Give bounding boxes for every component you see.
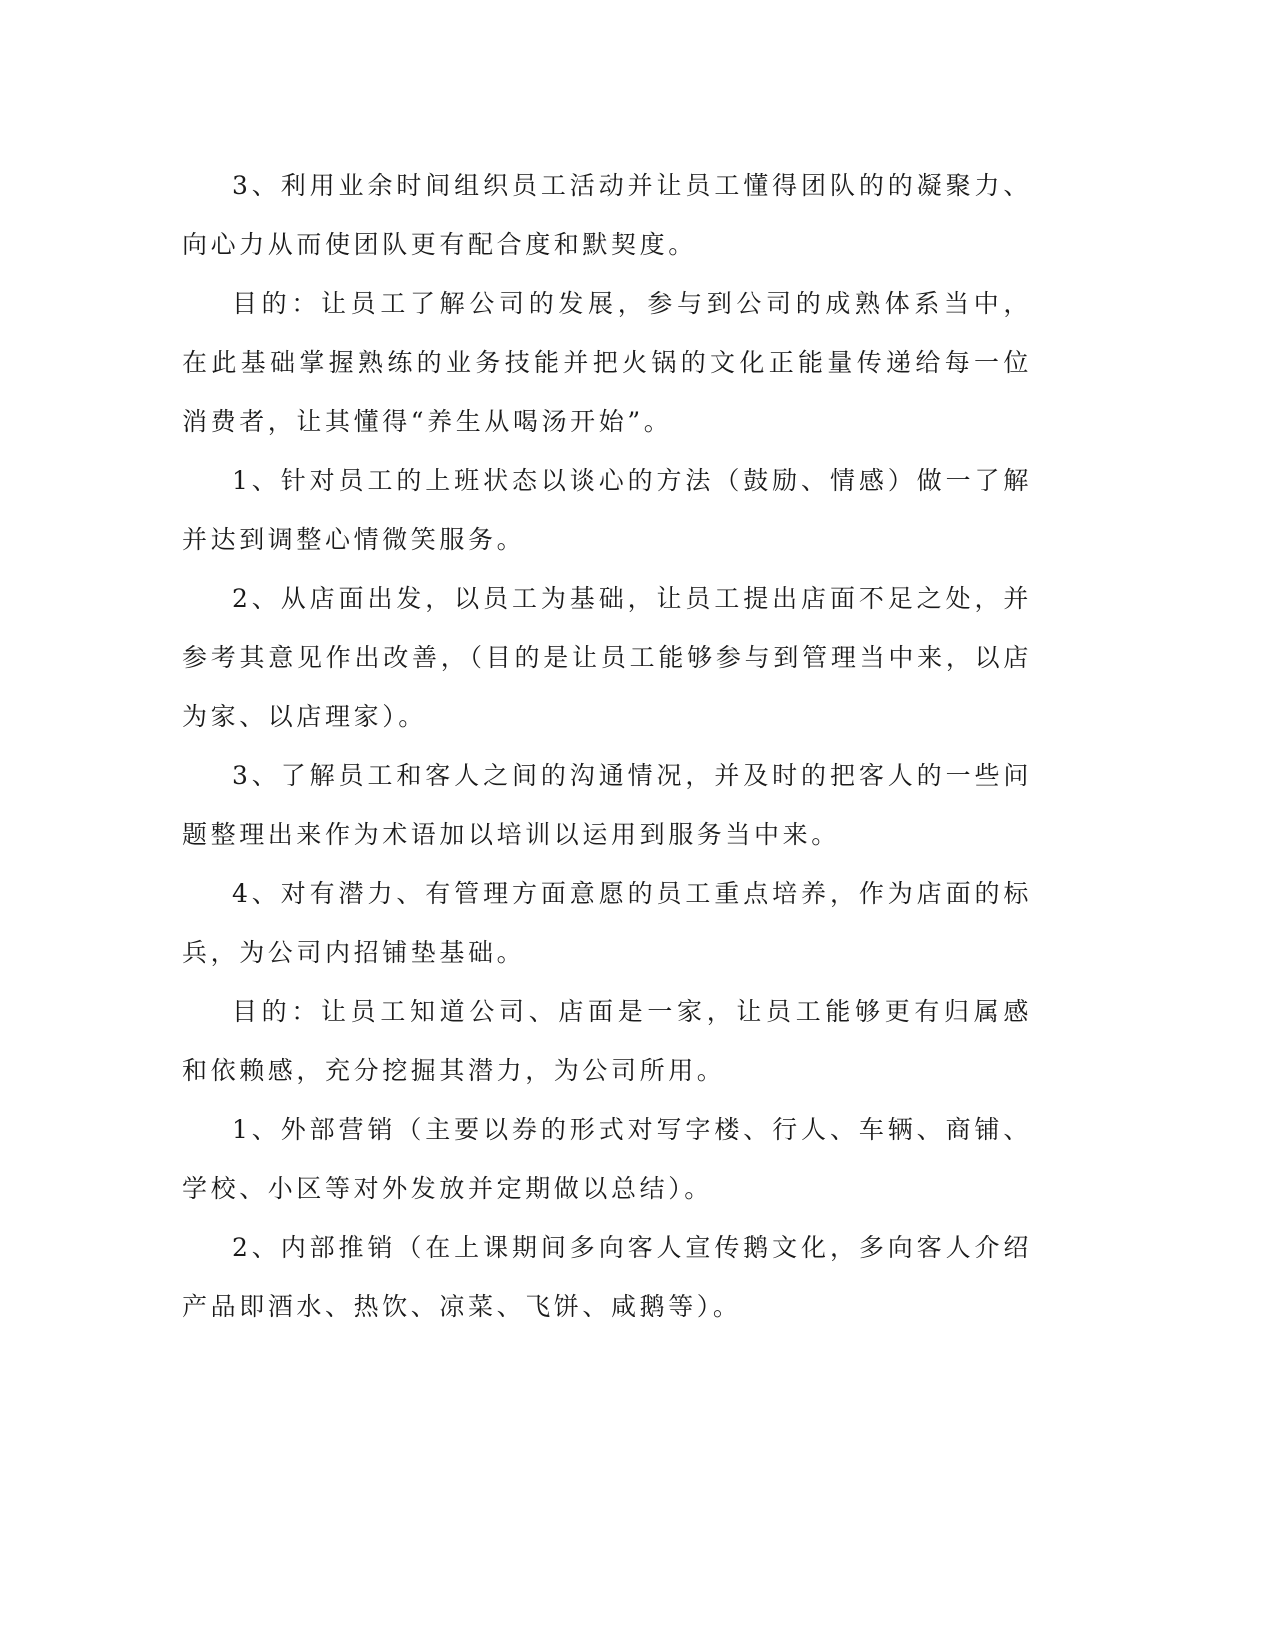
paragraph-heart-to-heart-talk: 1、针对员工的上班状态以谈心的方法（鼓励、情感）做一了解并达到调整心情微笑服务。 (182, 466, 1032, 554)
document-body (182, 156, 1032, 1336)
paragraph-communication-training: 3、了解员工和客人之间的沟通情况，并及时的把客人的一些问题整理出来作为术语加以培训以运用到服务当中来。 (182, 761, 1032, 849)
paragraph-purpose-development: 目的：让员工了解公司的发展，参与到公司的成熟体系当中，在此基础掌握熟练的业务技能并把火锅的文化正能量传递给每一位消费者，让其懂得“养生从喝汤开始”。 (182, 289, 1032, 436)
paragraph-potential-staff: 4、对有潜力、有管理方面意愿的员工重点培养，作为店面的标兵，为公司内招铺垫基础。 (182, 879, 1032, 967)
paragraph-team-activities: 3、利用业余时间组织员工活动并让员工懂得团队的的凝聚力、向心力从而使团队更有配合度和默契度。 (182, 171, 1032, 259)
paragraph-store-improvement: 2、从店面出发，以员工为基础，让员工提出店面不足之处，并参考其意见作出改善，（目的是让员工能够参与到管理当中来，以店为家、以店理家）。 (182, 584, 1032, 731)
paragraph-external-marketing: 1、外部营销（主要以券的形式对写字楼、行人、车辆、商铺、学校、小区等对外发放并定期做以总结）。 (182, 1115, 1032, 1203)
paragraph-internal-promotion: 2、内部推销（在上课期间多向客人宣传鹅文化，多向客人介绍产品即酒水、热饮、凉菜、飞饼、咸鹅等）。 (182, 1233, 1032, 1321)
paragraph-purpose-belonging: 目的：让员工知道公司、店面是一家，让员工能够更有归属感和依赖感，充分挖掘其潜力，为公司所用。 (182, 997, 1032, 1085)
